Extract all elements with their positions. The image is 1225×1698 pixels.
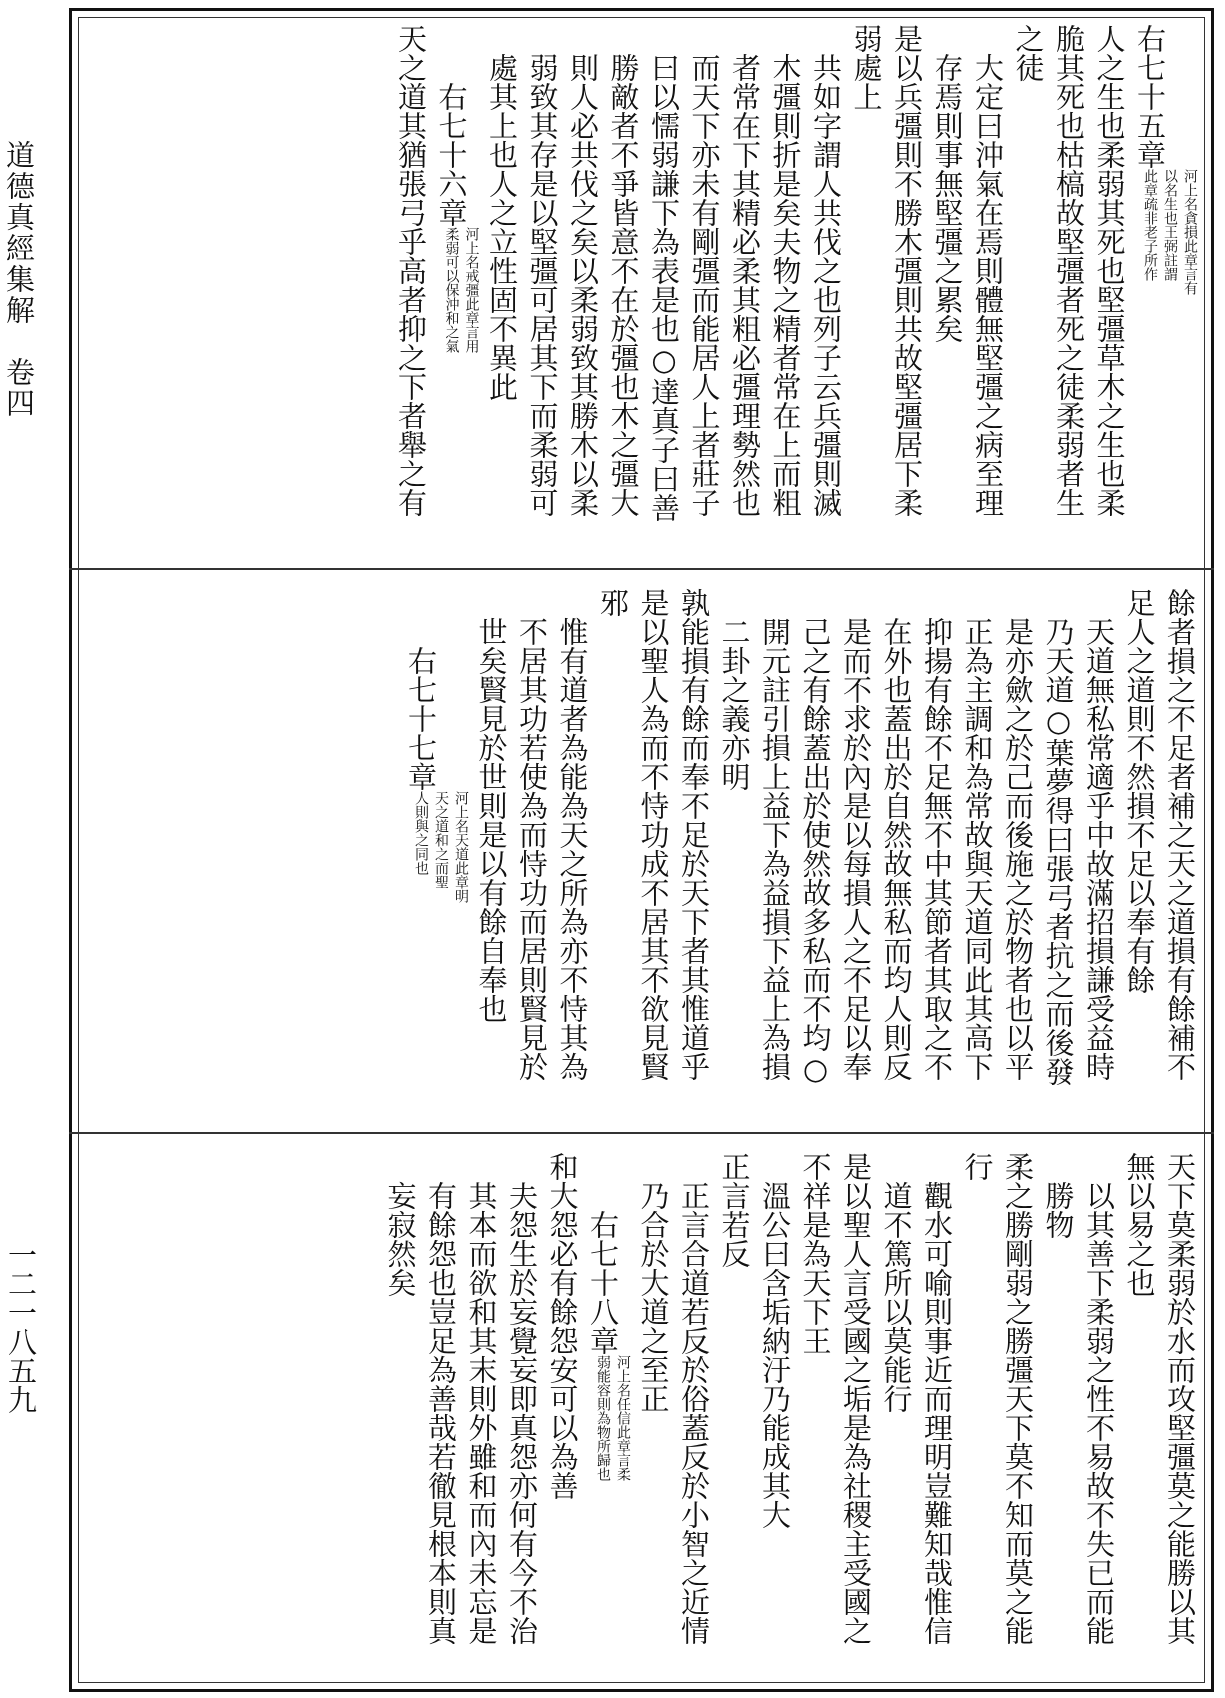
panel-bottom [90,1152,1200,1680]
main-text: 之徒 [1011,24,1046,82]
text-column [542,1152,583,1680]
text-column [1119,588,1160,1118]
main-text: 行 [960,1152,995,1181]
commentary-note [411,791,471,903]
main-text: 存焉則事無堅彊之累矣 [930,24,965,343]
main-text: 孰能損有餘而奉不足於天下者其惟道乎 [677,588,711,1081]
panel-middle [90,588,1200,1118]
main-text: 木彊則折是矣夫物之精者常在上而粗 [768,24,803,517]
main-text: 二卦之義亦明 [717,588,752,791]
text-column [714,588,755,1118]
commentary-line: 河上名戒彊此章言用 [463,227,480,353]
text-column [552,588,593,1118]
commentary-line: 河上名任信此章言柔 [615,1355,631,1481]
main-text: 抑揚有餘不足無不中其節者其取之不 [920,588,954,1081]
text-column [1049,24,1090,554]
text-column [917,1152,958,1680]
text-column [917,588,958,1118]
main-text: 妄寂然矣 [383,1152,418,1297]
main-text: 道不篤所以莫能行 [879,1152,914,1413]
main-text: 無以易之也 [1122,1152,1157,1297]
text-column [957,1152,998,1680]
text-column [471,588,512,1118]
main-text: 不居其功若使為而恃功而居則賢見於 [515,588,549,1081]
main-text: 者常在下其精必柔其粗必彊理勢然也 [728,24,762,517]
text-column [674,1152,715,1680]
text-column [725,24,766,554]
text-column [1038,1152,1079,1680]
main-text: 脆其死也枯槁故堅彊者死之徒柔弱者生 [1052,24,1086,517]
text-column [1160,1152,1201,1680]
commentary-line: 天之道和之而聖 [433,791,449,889]
text-column [968,24,1009,554]
text-column [644,24,685,554]
main-text: 是亦歛之於己而後施之於物者也以平 [1001,588,1035,1081]
text-column [957,588,998,1118]
text-column [684,24,725,554]
main-text: 正言合道若反於俗蓋反於小智之近情 [677,1152,711,1645]
text-column [593,588,634,1118]
commentary-line: 此章疏非老子所作 [1142,169,1158,281]
main-text: 勝物 [1041,1152,1076,1239]
text-column [998,1152,1039,1680]
commentary-note [593,1355,633,1481]
main-text: 共如字謂人共伐之也列子云兵彊則滅 [809,24,843,517]
text-column [714,1152,755,1680]
main-text: 正為主調和為常故與天道同此其高下 [960,588,995,1081]
main-text: 人之生也柔弱其死也堅彊草木之生也柔 [1092,24,1127,517]
text-column [391,24,432,554]
text-column [755,1152,796,1680]
main-text: 乃合於大道之至正 [636,1152,671,1413]
main-text: 是以兵彊則不勝木彊則共故堅彊居下柔 [890,24,924,517]
main-text: 則人必共伐之矣以柔弱致其勝木以柔 [566,24,600,517]
text-column [927,24,968,554]
text-column [1130,24,1201,554]
text-column [887,24,928,554]
text-column [461,1152,502,1680]
text-column [1160,588,1201,1118]
text-column [563,24,604,554]
main-text: 而天下亦未有剛彊而能居人上者莊子 [687,24,722,517]
text-column [1119,1152,1160,1680]
main-text: 不祥是為天下王 [798,1152,833,1355]
main-text: 邪 [596,588,630,617]
commentary-note [1140,169,1200,295]
main-text: 是以聖人言受國之垢是為社稷主受國之 [839,1152,873,1645]
main-text: 處其上也人之立性固不異此 [485,24,519,401]
text-column [1089,24,1130,554]
main-text: 足人之道則不然損不足以奉有餘 [1122,588,1157,994]
text-column [1008,24,1049,554]
main-text: 開元註引損上益下為益損下益上為損 [758,588,792,1081]
text-column [1079,588,1120,1118]
text-column [836,588,877,1118]
main-text: 以其善下柔弱之性不易故不失已而能 [1082,1152,1116,1645]
text-column [876,588,917,1118]
text-column [876,1152,917,1680]
text-column [421,1152,462,1680]
main-text: 正言若反 [717,1152,752,1268]
main-text: 右七十七章 [404,588,438,791]
main-text: 柔之勝剛弱之勝彊天下莫不知而莫之能 [1001,1152,1035,1645]
text-column [998,588,1039,1118]
main-text: 乃天道○葉夢得曰張弓者抗之而後發 [1041,588,1076,1086]
main-text: 天下莫柔弱於水而攻堅彊莫之能勝以其 [1163,1152,1197,1645]
main-text: 溫公曰含垢納汙乃能成其大 [758,1152,792,1529]
margin-title: 道德真經集解 卷四 [2,140,36,419]
main-text: 弱處上 [849,24,884,111]
main-text: 右七十六章 [434,24,469,227]
text-column [633,1152,674,1680]
text-column [1038,588,1079,1118]
panel-divider-2 [69,1132,1214,1134]
text-column [795,588,836,1118]
main-text: 和大怨必有餘怨安可以為善 [545,1152,580,1500]
text-column [583,1152,634,1680]
text-column [401,588,472,1118]
main-text: 在外也蓋出於自然故無私而均人則反 [879,588,914,1081]
main-text: 勝敵者不爭皆意不在於彊也木之彊大 [606,24,641,517]
main-text: 右七十八章 [586,1152,620,1355]
text-column [755,588,796,1118]
main-text: 曰以懦弱謙下為表是也○達真子曰善 [647,24,681,522]
text-column [502,1152,543,1680]
main-text: 天之道其猶張弓乎高者抑之下者舉之有 [394,24,428,517]
text-column [1079,1152,1120,1680]
margin-page-number: 一二一八五九 [4,1240,38,1414]
main-text: 天道無私常適乎中故滿招損謙受益時 [1082,588,1116,1081]
text-column [836,1152,877,1680]
main-text: 是而不求於內是以每損人之不足以奉 [839,588,873,1081]
commentary-line: 柔弱可以保沖和之氣 [443,227,460,353]
main-text: 餘者損之不足者補之天之道損有餘補不 [1163,588,1197,1081]
text-column [482,24,523,554]
commentary-line: 河上名貪損此章言有 [1182,169,1198,295]
panel-top [90,24,1200,554]
main-text: 有餘怨也豈足為善哉若徹見根本則真 [424,1152,458,1645]
main-text: 己之有餘蓋出於使然故多私而不均○ [798,588,833,1086]
main-text: 大定曰沖氣在焉則體無堅彊之病至理 [971,24,1005,517]
main-text: 夫怨生於妄覺妄即真怨亦何有今不治 [505,1152,539,1645]
text-column [431,24,482,554]
commentary-line: 人則與之同也 [413,791,429,875]
text-column [512,588,553,1118]
main-text: 弱致其存是以堅彊可居其下而柔弱可 [525,24,560,517]
text-column [603,24,644,554]
main-text: 右七十五章 [1133,24,1167,169]
commentary-line: 河上名天道此章明 [453,791,469,903]
commentary-line: 弱能容則為物所歸也 [595,1355,611,1481]
main-text: 是以聖人為而不恃功成不居其不欲見賢 [636,588,671,1081]
main-text: 世矣賢見於世則是以有餘自奉也 [474,588,509,1023]
commentary-line: 以名生也王弼註謂 [1162,169,1178,281]
text-column [795,1152,836,1680]
commentary-note [442,227,482,353]
text-column [846,24,887,554]
panel-divider-1 [69,568,1214,570]
text-column [806,24,847,554]
main-text: 惟有道者為能為天之所為亦不恃其為 [555,588,590,1081]
text-column [674,588,715,1118]
main-text: 其本而欲和其末則外雖和而內未忘是 [464,1152,499,1645]
text-column [633,588,674,1118]
text-column [380,1152,421,1680]
main-text: 觀水可喻則事近而理明豈難知哉惟信 [920,1152,954,1645]
text-column [522,24,563,554]
text-column [765,24,806,554]
